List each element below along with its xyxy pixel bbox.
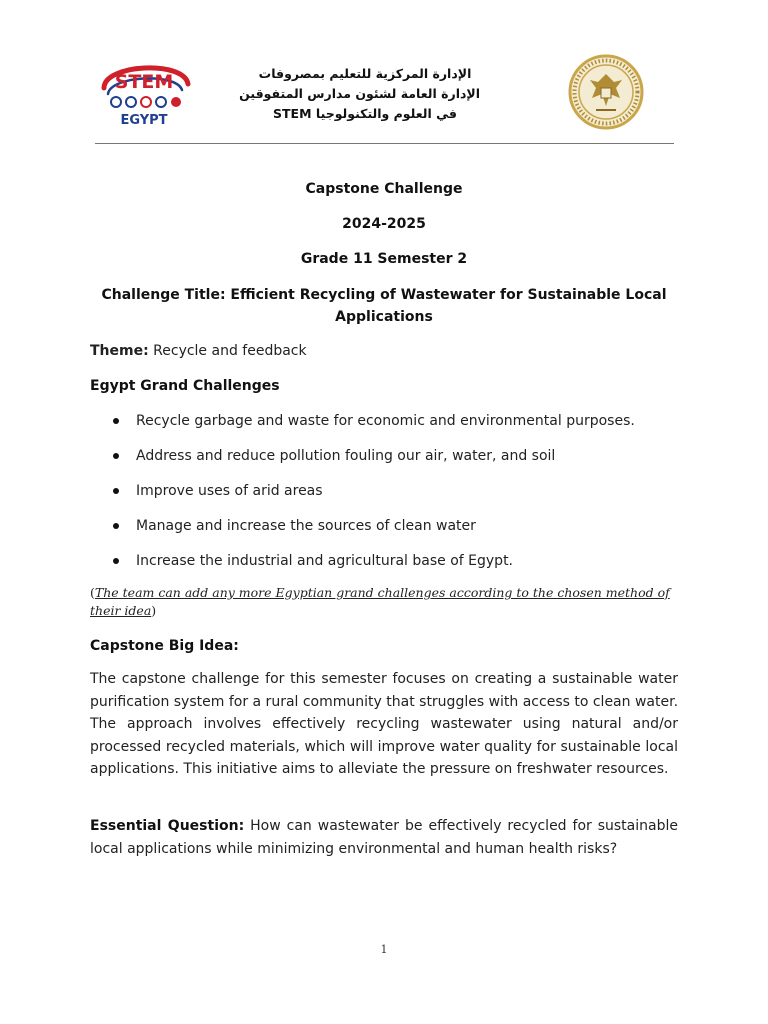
list-item-text: Recycle garbage and waste for economic and environmental purposes. [136, 413, 635, 429]
essential-question [90, 815, 678, 860]
bullet-icon [113, 453, 119, 459]
academic-year: 2024-2025 [342, 216, 426, 232]
grade-semester: Grade 11 Semester 2 [300, 251, 468, 267]
stem-logo-subtext: EGYPT [120, 113, 168, 128]
list-item [110, 550, 680, 585]
arabic-line-1: الإدارة المركزية للتعليم بمصروفات [258, 66, 472, 81]
arabic-line-2: الإدارة العامة لشئون مدارس المتفوقين [239, 86, 480, 101]
grand-challenges-heading: Egypt Grand Challenges [90, 378, 280, 394]
list-item-text: Manage and increase the sources of clean water [136, 518, 476, 534]
document-title: Capstone Challenge [305, 181, 463, 197]
list-item [110, 515, 680, 550]
list-item-text: Address and reduce pollution fouling our air, water, and soil [136, 448, 556, 464]
bullet-icon [113, 523, 119, 529]
letterhead [90, 52, 678, 132]
grand-challenges-note [90, 584, 678, 620]
arabic-line-3: في العلوم والتكنولوجيا STEM [273, 106, 457, 121]
challenge-title: Challenge Title: Efficient Recycling of Wastewater for Sustainable Local Applications [101, 287, 667, 325]
list-item-text: Improve uses of arid areas [136, 483, 323, 499]
big-idea-heading: Capstone Big Idea: [90, 638, 239, 654]
theme-value: Recycle and feedback [148, 343, 307, 359]
big-idea-text: The capstone challenge for this semester focuses on creating a sustainable water purification system for a rural community that struggles with access to clean water. The approach involves effectively recycling wastewater using natural and/or processed recycled materials, which will improve water quality for sustainable local applications. This initiative aims to alleviate the pressure on freshwater resources. [90, 671, 679, 777]
list-item [110, 445, 680, 480]
list-item [110, 480, 680, 515]
essential-question-text: How can wastewater be effectively recycled for sustainable local applications while minimizing environmental and human health risks? [90, 818, 678, 857]
theme-line [90, 340, 678, 362]
ministry-seal-icon [568, 54, 644, 130]
note-open-paren: ( [90, 585, 95, 600]
letterhead-arabic-text [239, 64, 480, 124]
page-number: 1 [380, 943, 388, 956]
list-item [110, 410, 680, 445]
bullet-icon [113, 488, 119, 494]
stem-logo-text: STEM [114, 71, 174, 93]
note-text: The team can add any more Egyptian grand challenges according to the chosen method of their idea [90, 585, 670, 618]
grand-challenges-list [110, 410, 680, 585]
bullet-icon [113, 558, 119, 564]
stem-egypt-logo [96, 54, 192, 128]
list-item-text: Increase the industrial and agricultural base of Egypt. [136, 553, 514, 569]
essential-question-label: Essential Question: [90, 818, 245, 834]
note-close-paren: ) [151, 603, 157, 618]
theme-label: Theme: [90, 343, 149, 359]
bullet-icon [113, 418, 119, 424]
header-divider [95, 143, 674, 144]
